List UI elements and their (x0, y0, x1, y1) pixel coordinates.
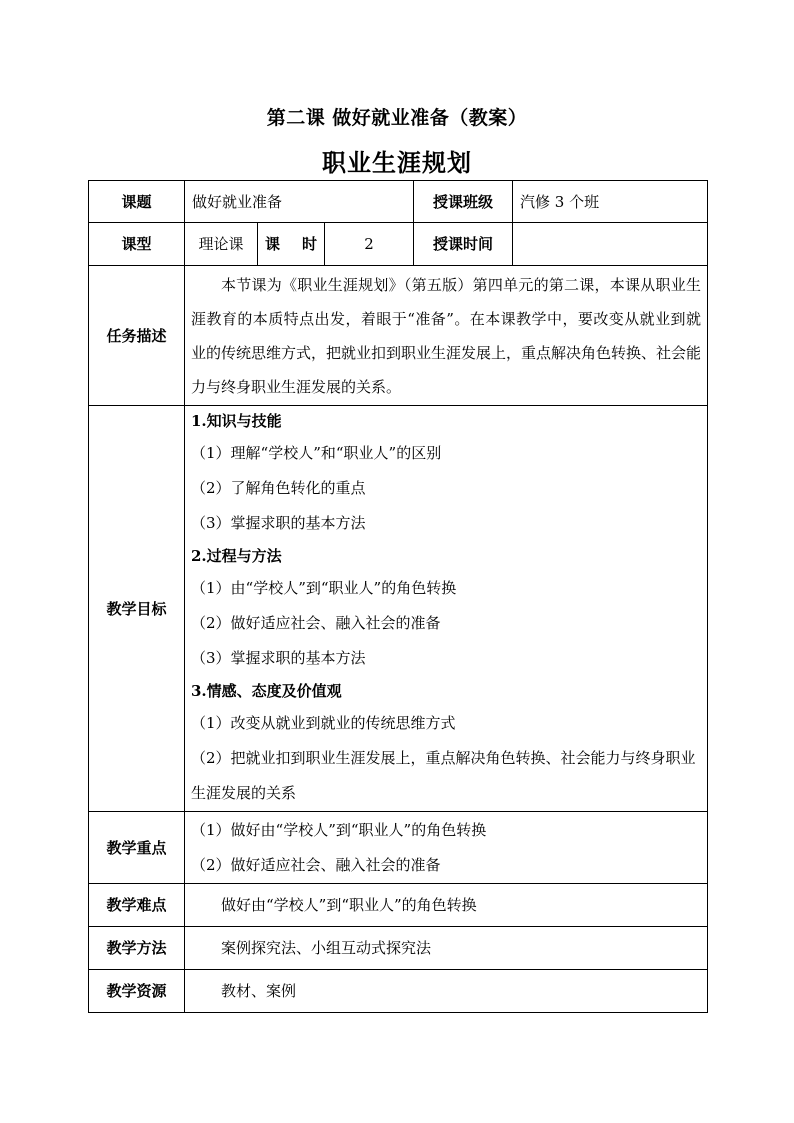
row-objectives (89, 406, 708, 812)
objective-item: （3）掌握求职的基本方法 (191, 514, 366, 532)
topic-label: 课题 (89, 181, 185, 223)
objective-item: （1）改变从就业到就业的传统思维方式 (191, 714, 456, 732)
hours-value: 2 (325, 223, 414, 266)
type-value: 理论课 (185, 223, 258, 266)
hours-label-part-1: 课 (264, 235, 280, 253)
objective-item: （2）做好适应社会、融入社会的准备 (191, 614, 441, 632)
task-description: 本节课为《职业生涯规划》（第五版）第四单元的第二课，本课从职业生涯教育的本质特点出发，着眼于“准备”。在本课教学中，要改变从就业到就业的传统思维方式，把就业扣到职业生涯发展上，重点解决角色转换、社会能力与终身职业生涯发展的关系。 (185, 266, 708, 406)
objective-item: （1）由“学校人”到“职业人”的角色转换 (191, 579, 457, 597)
objectives-content (185, 406, 708, 812)
row-task (89, 266, 708, 406)
document-title: 第二课 做好就业准备（教案） (266, 107, 528, 129)
method-label: 教学方法 (89, 927, 185, 970)
objective-item: （3）掌握求职的基本方法 (191, 649, 366, 667)
key-point-item: （2）做好适应社会、融入社会的准备 (191, 855, 441, 874)
row-method (89, 927, 708, 970)
objective-item: （2）了解角色转化的重点 (191, 479, 366, 497)
key-points-content (185, 812, 708, 884)
difficulty-value: 做好由“学校人”到“职业人”的角色转换 (185, 884, 708, 927)
method-value: 案例探究法、小组互动式探究法 (185, 927, 708, 970)
task-label: 任务描述 (89, 266, 185, 406)
time-value (513, 223, 708, 266)
objective-heading: 1.知识与技能 (191, 412, 282, 430)
row-key-points (89, 812, 708, 884)
objective-heading: 3.情感、态度及价值观 (191, 682, 342, 700)
key-point-item: （1）做好由“学校人”到“职业人”的角色转换 (191, 820, 487, 839)
resources-label: 教学资源 (89, 970, 185, 1013)
key-points-label: 教学重点 (89, 812, 185, 884)
lesson-plan-table (88, 180, 708, 1013)
class-value: 汽修 3 个班 (513, 181, 708, 223)
row-type (89, 223, 708, 266)
objective-item: （2）把就业扣到职业生涯发展上，重点解决角色转换、社会能力与终身职业生涯发展的关系 (191, 749, 696, 802)
difficulty-label: 教学难点 (89, 884, 185, 927)
objective-heading: 2.过程与方法 (191, 547, 282, 565)
row-topic (89, 181, 708, 223)
objectives-label: 教学目标 (89, 406, 185, 812)
time-label: 授课时间 (414, 223, 513, 266)
objective-item: （1）理解“学校人”和“职业人”的区别 (191, 444, 442, 462)
document-subtitle: 职业生涯规划 (322, 148, 472, 177)
hours-label-part-2: 时 (302, 235, 318, 253)
hours-label (258, 223, 325, 266)
resources-value: 教材、案例 (185, 970, 708, 1013)
topic-value: 做好就业准备 (185, 181, 414, 223)
class-label: 授课班级 (414, 181, 513, 223)
row-difficulty (89, 884, 708, 927)
type-label: 课型 (89, 223, 185, 266)
row-resources (89, 970, 708, 1013)
